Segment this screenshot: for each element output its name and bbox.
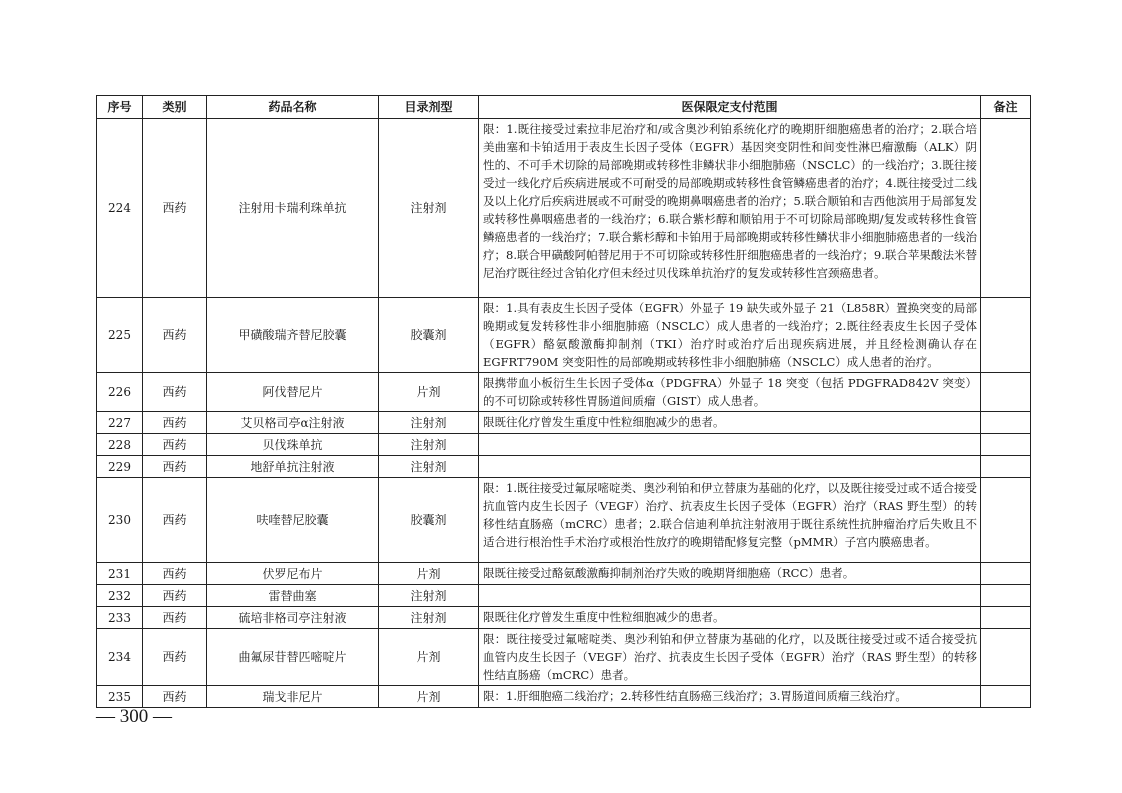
cell-scope: 限：1.既往接受过索拉非尼治疗和/或含奥沙利铂系统化疗的晚期肝细胞癌患者的治疗；2.联合培美曲塞和卡铂适用于表皮生长因子受体（EGFR）基因突变阴性和间变性淋巴瘤激酶（ALK）阴性的、不可手术切除的局部晚期或转移性非鳞状非小细胞肺癌（NSCLC）的一线治疗；3.既往接受过一线化疗后疾病进展或不可耐受的局部晚期或转移性食管鳞癌患者的治疗；4.既往接受过二线及以上化疗后疾病进展或不可耐受的晚期鼻咽癌患者的治疗；5.联合顺铂和吉西他滨用于局部复发或转移性鼻咽癌患者的一线治疗；6.联合紫杉醇和顺铂用于不可切除局部晚期/复发或转移性食管鳞癌患者的一线治疗；7.联合紫杉醇和卡铂用于局部晚期或转移性鳞状非小细胞肺癌患者的一线治疗；8.联合甲磺酸阿帕替尼用于不可切除或转移性肝细胞癌患者的一线治疗；9.联合苹果酸法米替尼治疗既往经过含铂化疗但未经过贝伐珠单抗治疗的复发或转移性宫颈癌患者。 [479, 119, 981, 298]
cell-category: 西药 [143, 456, 207, 478]
table-row [97, 563, 1031, 585]
table-row [97, 585, 1031, 607]
cell-remark [981, 585, 1031, 607]
cell-index: 235 [97, 686, 143, 708]
cell-category: 西药 [143, 478, 207, 563]
cell-scope [479, 585, 981, 607]
cell-remark [981, 412, 1031, 434]
cell-drug-name: 硫培非格司亭注射液 [207, 607, 379, 629]
cell-index: 228 [97, 434, 143, 456]
cell-dosage-form: 注射剂 [379, 434, 479, 456]
table-row [97, 412, 1031, 434]
table-row [97, 373, 1031, 412]
cell-drug-name: 伏罗尼布片 [207, 563, 379, 585]
header-index: 序号 [97, 96, 143, 119]
table-body [97, 119, 1031, 708]
cell-drug-name: 曲氟尿苷替匹嘧啶片 [207, 629, 379, 686]
table-row [97, 456, 1031, 478]
cell-drug-name: 贝伐珠单抗 [207, 434, 379, 456]
cell-remark [981, 434, 1031, 456]
cell-remark [981, 629, 1031, 686]
cell-scope: 限携带血小板衍生生长因子受体α（PDGFRA）外显子 18 突变（包括 PDGFRAD842V 突变）的不可切除或转移性胃肠道间质瘤（GIST）成人患者。 [479, 373, 981, 412]
drug-table [96, 95, 1031, 708]
cell-dosage-form: 注射剂 [379, 585, 479, 607]
cell-category: 西药 [143, 373, 207, 412]
cell-drug-name: 呋喹替尼胶囊 [207, 478, 379, 563]
table-row [97, 629, 1031, 686]
cell-index: 224 [97, 119, 143, 298]
cell-drug-name: 瑞戈非尼片 [207, 686, 379, 708]
cell-category: 西药 [143, 585, 207, 607]
cell-dosage-form: 片剂 [379, 686, 479, 708]
cell-drug-name: 甲磺酸瑞齐替尼胶囊 [207, 298, 379, 373]
cell-remark [981, 563, 1031, 585]
cell-scope [479, 456, 981, 478]
cell-dosage-form: 注射剂 [379, 412, 479, 434]
cell-scope [479, 434, 981, 456]
cell-drug-name: 地舒单抗注射液 [207, 456, 379, 478]
cell-remark [981, 456, 1031, 478]
cell-dosage-form: 片剂 [379, 629, 479, 686]
cell-index: 234 [97, 629, 143, 686]
table-header [97, 96, 1031, 119]
cell-scope: 限既往化疗曾发生重度中性粒细胞减少的患者。 [479, 412, 981, 434]
header-remark: 备注 [981, 96, 1031, 119]
cell-scope: 限：既往接受过氟嘧啶类、奥沙利铂和伊立替康为基础的化疗，以及既往接受过或不适合接受抗血管内皮生长因子（VEGF）治疗、抗表皮生长因子受体（EGFR）治疗（RAS 野生型）的转移性结直肠癌（mCRC）患者。 [479, 629, 981, 686]
cell-remark [981, 607, 1031, 629]
table-row [97, 686, 1031, 708]
header-category: 类别 [143, 96, 207, 119]
cell-remark [981, 686, 1031, 708]
cell-scope: 限：1.具有表皮生长因子受体（EGFR）外显子 19 缺失或外显子 21（L858R）置换突变的局部晚期或复发转移性非小细胞肺癌（NSCLC）成人患者的一线治疗；2.既往经表皮生长因子受体（EGFR）酪氨酸激酶抑制剂（TKI）治疗时或治疗后出现疾病进展，并且经检测确认存在 EGFRT790M 突变阳性的局部晚期或转移性非小细胞肺癌（NSCLC）成人患者的治疗。 [479, 298, 981, 373]
cell-remark [981, 119, 1031, 298]
header-dosage-form: 目录剂型 [379, 96, 479, 119]
cell-category: 西药 [143, 412, 207, 434]
cell-scope: 限既往化疗曾发生重度中性粒细胞减少的患者。 [479, 607, 981, 629]
cell-scope: 限：1.肝细胞癌二线治疗；2.转移性结直肠癌三线治疗；3.胃肠道间质瘤三线治疗。 [479, 686, 981, 708]
cell-dosage-form: 片剂 [379, 563, 479, 585]
cell-category: 西药 [143, 298, 207, 373]
cell-index: 225 [97, 298, 143, 373]
cell-dosage-form: 片剂 [379, 373, 479, 412]
cell-dosage-form: 胶囊剂 [379, 478, 479, 563]
header-drug-name: 药品名称 [207, 96, 379, 119]
cell-category: 西药 [143, 686, 207, 708]
table-row [97, 478, 1031, 563]
cell-remark [981, 478, 1031, 563]
cell-drug-name: 艾贝格司亭α注射液 [207, 412, 379, 434]
table-row [97, 119, 1031, 298]
cell-drug-name: 阿伐替尼片 [207, 373, 379, 412]
cell-scope: 限：1.既往接受过氟尿嘧啶类、奥沙利铂和伊立替康为基础的化疗，以及既往接受过或不适合接受抗血管内皮生长因子（VEGF）治疗、抗表皮生长因子受体（EGFR）治疗（RAS 野生型）的转移性结直肠癌（mCRC）患者；2.联合信迪利单抗注射液用于既往系统性抗肿瘤治疗后失败且不适合进行根治性手术治疗或根治性放疗的晚期错配修复完整（pMMR）子宫内膜癌患者。 [479, 478, 981, 563]
cell-index: 227 [97, 412, 143, 434]
cell-scope: 限既往接受过酪氨酸激酶抑制剂治疗失败的晚期肾细胞癌（RCC）患者。 [479, 563, 981, 585]
cell-drug-name: 注射用卡瑞利珠单抗 [207, 119, 379, 298]
cell-index: 233 [97, 607, 143, 629]
cell-index: 230 [97, 478, 143, 563]
table-row [97, 298, 1031, 373]
cell-category: 西药 [143, 607, 207, 629]
cell-index: 232 [97, 585, 143, 607]
table-row [97, 607, 1031, 629]
cell-dosage-form: 注射剂 [379, 119, 479, 298]
header-scope: 医保限定支付范围 [479, 96, 981, 119]
cell-remark [981, 373, 1031, 412]
cell-index: 231 [97, 563, 143, 585]
table-row [97, 434, 1031, 456]
cell-index: 226 [97, 373, 143, 412]
cell-category: 西药 [143, 629, 207, 686]
cell-dosage-form: 注射剂 [379, 456, 479, 478]
cell-category: 西药 [143, 563, 207, 585]
cell-category: 西药 [143, 434, 207, 456]
cell-dosage-form: 注射剂 [379, 607, 479, 629]
page-number: — 300 — [96, 706, 172, 727]
cell-remark [981, 298, 1031, 373]
cell-dosage-form: 胶囊剂 [379, 298, 479, 373]
cell-index: 229 [97, 456, 143, 478]
cell-drug-name: 雷替曲塞 [207, 585, 379, 607]
header-row [97, 96, 1031, 119]
cell-category: 西药 [143, 119, 207, 298]
